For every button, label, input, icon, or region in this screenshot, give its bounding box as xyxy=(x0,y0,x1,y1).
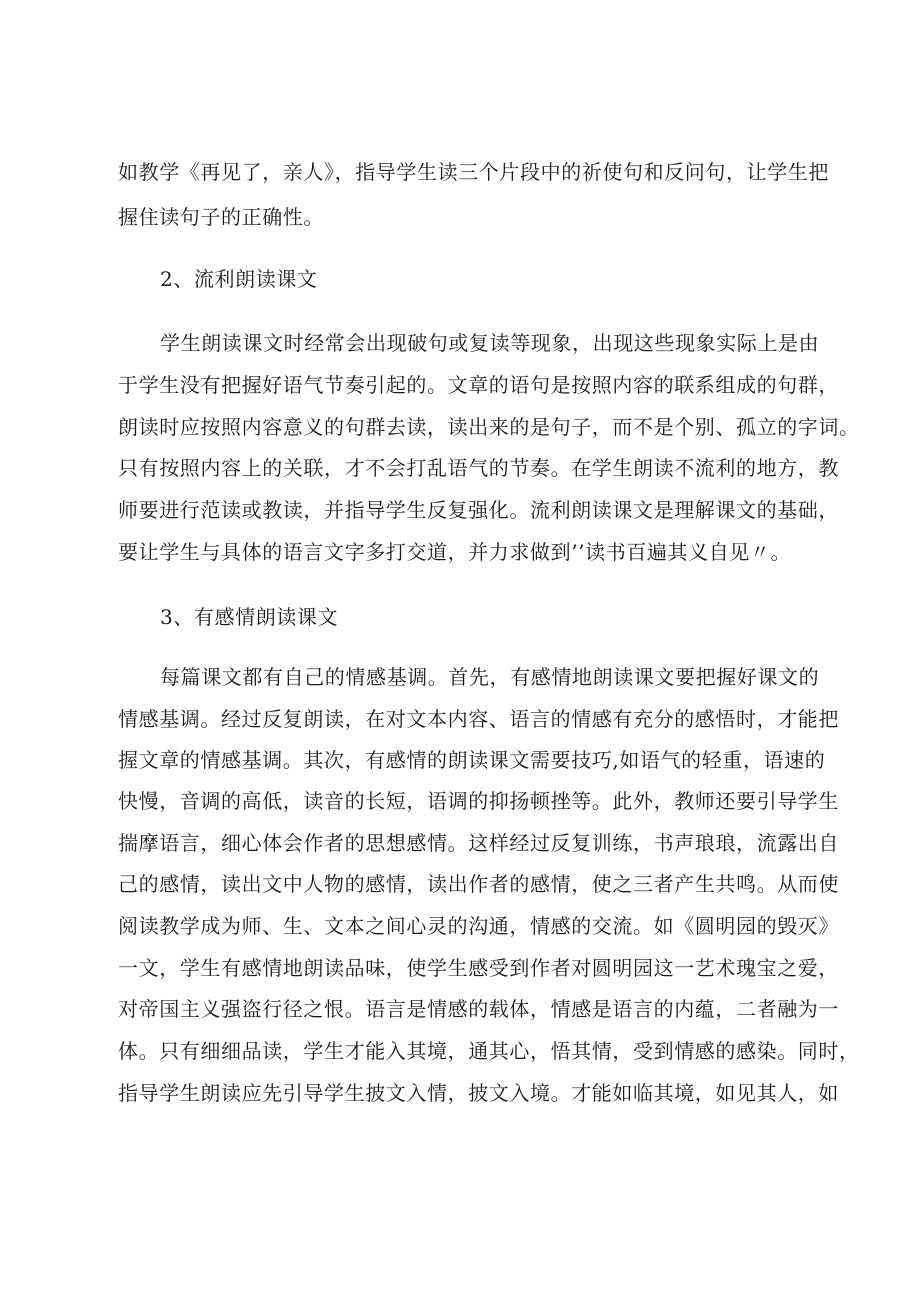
para2-line-2: 于学生没有把握好语气节奏引起的。文章的语句是按照内容的联系组成的句群， xyxy=(118,373,839,397)
para3-line-1: 每篇课文都有自己的情感基调。首先，有感情地朗读课文要把握好课文的 xyxy=(160,665,820,689)
para3-line-2: 情感基调。经过反复朗读，在对文本内容、语言的情感有充分的感悟时，才能把 xyxy=(118,707,839,731)
section-heading-2: 2、流利朗读课文 xyxy=(160,267,318,291)
section-heading-3: 3、有感情朗读课文 xyxy=(160,605,339,629)
para2-line-6: 要让学生与具体的语言文字多打交道，并力求做到’’读书百遍其义自见〃。 xyxy=(118,540,792,564)
para3-line-5: 揣摩语言，细心体会作者的思想感情。这样经过反复训练，书声琅琅，流露出自 xyxy=(118,831,839,855)
para3-line-9: 对帝国主义强盗行径之恨。语言是情感的载体，情感是语言的内蕴，二者融为一 xyxy=(118,997,839,1021)
para3-line-11: 指导学生朗读应先引导学生披文入情，披文入境。才能如临其境，如见其人，如 xyxy=(118,1081,839,1105)
para2-line-5: 师要进行范读或教读，并指导学生反复强化。流利朗读课文是理解课文的基础， xyxy=(118,498,839,522)
para2-line-3: 朗读时应按照内容意义的句群去读，读出来的是句子，而不是个别、孤立的字词。 xyxy=(118,415,860,439)
para2-line-1: 学生朗读课文时经常会出现破句或复读等现象，出现这些现象实际上是由 xyxy=(160,331,820,355)
para3-line-4: 快慢，音调的高低，读音的长短，语调的抑扬顿挫等。此外，教师还要引导学生 xyxy=(118,789,839,813)
para3-line-10: 体。只有细细品读，学生才能入其境，通其心，悟其情，受到情感的感染。同时， xyxy=(118,1039,860,1063)
para3-line-3: 握文章的情感基调。其次，有感情的朗读课文需要技巧,如语气的轻重，语速的 xyxy=(118,748,826,772)
para3-line-6: 己的感情，读出文中人物的感情，读出作者的感情，使之三者产生共鸣。从而使 xyxy=(118,872,839,896)
para1-line-1: 如教学《再见了，亲人》，指导学生读三个片段中的祈使句和反问句，让学生把 xyxy=(118,160,829,184)
para1-line-2: 握住读句子的正确性。 xyxy=(118,205,324,229)
para3-line-7: 阅读教学成为师、生、文本之间心灵的沟通，情感的交流。如《圆明园的毁灭》 xyxy=(118,914,839,938)
para2-line-4: 只有按照内容上的关联，才不会打乱语气的节奏。在学生朗读不流利的地方，教 xyxy=(118,456,839,480)
para3-line-8: 一文，学生有感情地朗读品味，使学生感受到作者对圆明园这一艺术瑰宝之爱， xyxy=(118,956,839,980)
